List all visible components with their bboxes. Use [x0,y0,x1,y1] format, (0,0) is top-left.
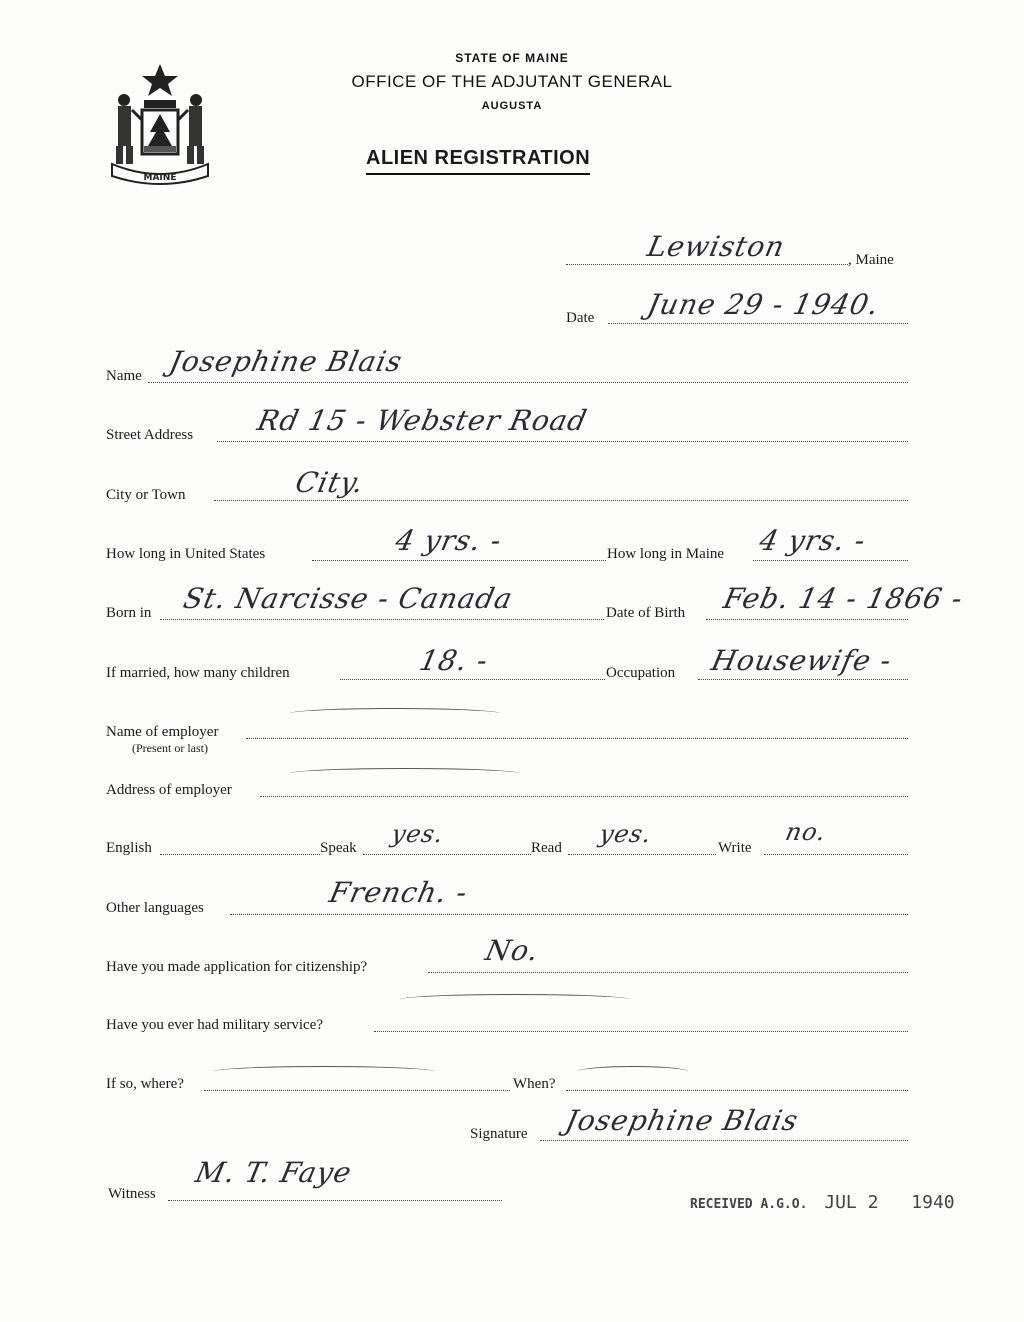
other-languages-line [230,914,908,915]
office-heading: OFFICE OF THE ADJUTANT GENERAL [351,72,673,91]
military-line [374,1031,908,1032]
received-stamp-year: 1940 [911,1192,955,1213]
employer-address-line [260,796,908,797]
how-long-maine-label: How long in Maine [607,546,725,562]
citizenship-line [428,972,908,973]
employer-address-label: Address of employer [106,782,232,798]
street-address-entry: Rd 15 - Webster Road [254,404,591,437]
occupation-entry: Housewife - [708,644,895,677]
how-long-us-label: How long in United States [106,546,266,562]
employer-note: (Present or last) [132,741,208,755]
state-heading: STATE OF MAINE [455,51,569,65]
born-in-line [160,619,604,620]
write-line [764,854,908,855]
employer-name-label: Name of employer [106,724,219,740]
witness-label: Witness [108,1186,156,1202]
how-long-us-line [312,560,606,561]
when-blank-stroke [578,1066,688,1077]
speak-label: Speak [320,840,357,856]
seal-scroll-text: MAINE [143,173,177,183]
how-long-maine-entry: 4 yrs. - [756,524,870,557]
write-entry: no. [783,818,830,846]
maine-label: , Maine [848,252,894,268]
children-line [340,679,605,680]
received-stamp-text: RECEIVED A.G.O. [690,1197,808,1212]
date-entry: June 29 - 1940. [644,288,883,321]
english-label: English [106,840,152,856]
read-line [568,854,716,855]
received-stamp-date: JUL 2 [824,1192,879,1213]
write-label: Write [718,840,752,856]
city-heading: AUGUSTA [481,100,543,112]
military-label: Have you ever had military service? [106,1017,323,1033]
citizenship-entry: No. [482,934,543,967]
how-long-maine-line [753,560,908,561]
employer-name-blank-stroke [290,708,500,719]
witness-entry: M. T. Faye [192,1156,355,1189]
name-label: Name [106,368,142,384]
city-label: City or Town [106,487,186,503]
city-entry: City. [292,466,368,499]
city-line [214,500,908,501]
date-of-birth-line [706,619,908,620]
children-entry: 18. - [416,644,492,677]
if-so-where-line [204,1090,510,1091]
born-in-entry: St. Narcisse - Canada [180,582,516,615]
speak-line [363,854,531,855]
born-in-label: Born in [106,605,152,621]
where-blank-stroke [214,1066,434,1077]
occupation-label: Occupation [606,665,676,681]
street-address-line [217,441,908,442]
employer-address-blank-stroke [290,768,520,779]
date-of-birth-entry: Feb. 14 - 1866 - [720,582,967,615]
children-label: If married, how many children [106,665,290,681]
town-entry: Lewiston [644,230,789,263]
when-line [566,1090,908,1091]
date-of-birth-label: Date of Birth [606,605,686,621]
when-label: When? [513,1076,556,1092]
other-languages-entry: French. - [326,876,471,909]
if-so-where-label: If so, where? [106,1076,184,1092]
signature-line [540,1140,908,1141]
received-stamp [690,1192,955,1213]
other-languages-label: Other languages [106,900,204,916]
employer-name-line [246,738,908,739]
signature-label: Signature [470,1126,528,1142]
town-line [566,264,848,265]
occupation-line [698,679,908,680]
street-address-label: Street Address [106,427,194,443]
date-label: Date [566,310,595,326]
citizenship-label: Have you made application for citizenship? [106,959,368,975]
how-long-us-entry: 4 yrs. - [392,524,506,557]
english-line [160,854,320,855]
name-line [148,382,908,383]
form-title: ALIEN REGISTRATION [366,147,590,175]
read-entry: yes. [597,820,655,848]
name-entry: Josephine Blais [166,345,406,378]
speak-entry: yes. [389,820,447,848]
signature-entry: Josephine Blais [562,1104,802,1137]
read-label: Read [531,840,562,856]
military-blank-stroke [400,994,630,1005]
witness-line [168,1200,502,1201]
date-line [608,323,908,324]
